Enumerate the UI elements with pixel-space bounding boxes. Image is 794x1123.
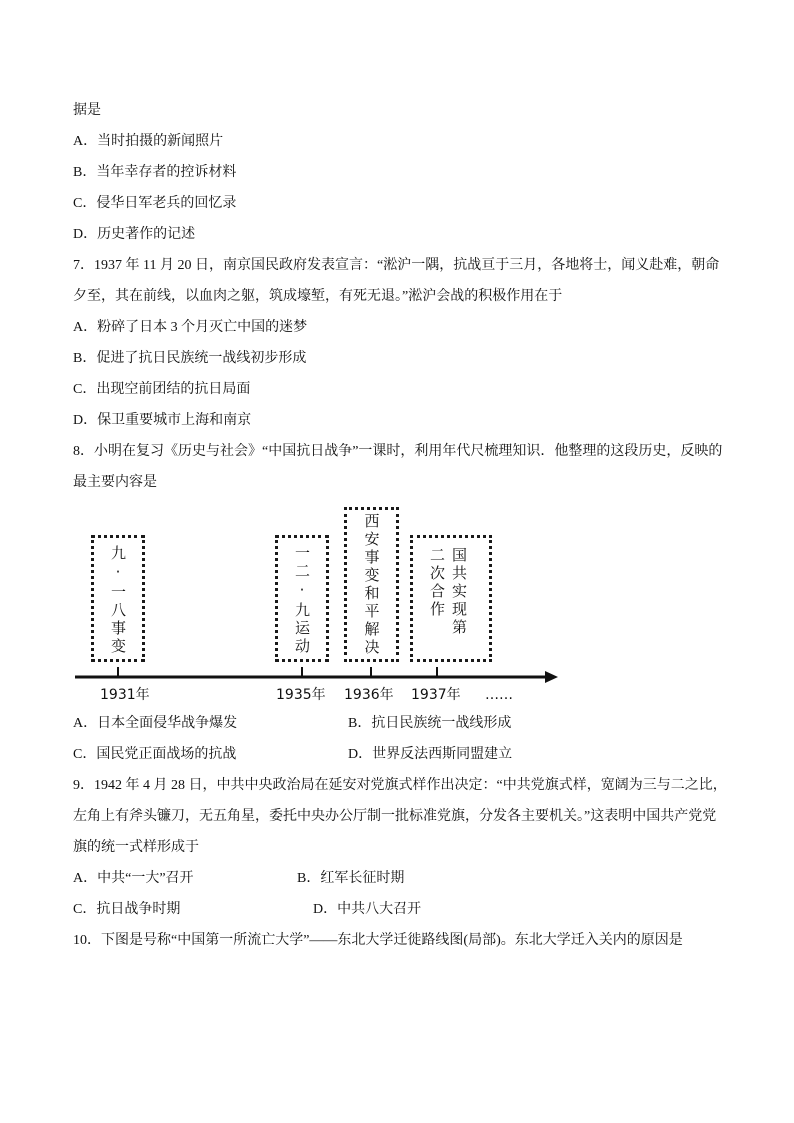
- timeline-event-box: [344, 507, 399, 662]
- option-a: A．日本全面侵华战争爆发: [73, 716, 238, 731]
- timeline-event-label: 九·一八事变: [109, 545, 127, 656]
- option-row: [73, 894, 733, 925]
- question-stem-line: 据是: [73, 103, 101, 118]
- timeline-event-box: [275, 535, 329, 662]
- option-d: D．历史著作的记述: [73, 227, 196, 242]
- timeline-year-label: 1937年: [411, 687, 461, 703]
- option-c: C．国民党正面战场的抗战: [73, 747, 237, 762]
- question-6: [73, 95, 733, 250]
- question-stem-line: 8．小明在复习《历史与社会》“中国抗日战争”一课时，利用年代尺梳理知识．他整理的这段历史，反映的: [73, 444, 723, 459]
- timeline-continuation-ellipsis: ……: [485, 687, 513, 703]
- timeline-year-label: 1931年: [100, 687, 150, 703]
- question-stem-line: 旗的统一式样形成于: [73, 840, 199, 855]
- option-row: [73, 863, 733, 894]
- timeline-year-label: 1936年: [344, 687, 394, 703]
- timeline-event-label: 二次合作: [428, 547, 446, 619]
- question-7: [73, 250, 733, 436]
- option-c: C．出现空前团结的抗日局面: [73, 382, 251, 397]
- timeline-event-label: 西安事变和平解决: [362, 513, 381, 657]
- question-stem-line: 最主要内容是: [73, 475, 157, 490]
- question-9: [73, 770, 733, 925]
- option-d: D．保卫重要城市上海和南京: [73, 413, 252, 428]
- question-stem-line: 7．1937 年 11 月 20 日，南京国民政府发表宣言：“淞沪一隅，抗战亘于三月，各地将士，闻义赴难，朝命: [73, 258, 720, 273]
- page-content: [73, 95, 733, 956]
- option-d: D．世界反法西斯同盟建立: [348, 747, 513, 762]
- option-row: [73, 739, 733, 770]
- option-c: C．抗日战争时期: [73, 902, 181, 917]
- timeline-year-label: 1935年: [276, 687, 326, 703]
- option-b: B．当年幸存者的控诉材料: [73, 165, 237, 180]
- timeline-event-label: 一二·九运动: [293, 545, 311, 656]
- option-a: A．当时拍摄的新闻照片: [73, 134, 224, 149]
- question-stem-line: 9．1942 年 4 月 28 日，中共中央政治局在延安对党旗式样作出决定：“中共党旗式样，宽阔为三与二之比，: [73, 778, 727, 793]
- question-10: [73, 925, 733, 956]
- option-a: A．粉碎了日本 3 个月灭亡中国的迷梦: [73, 320, 308, 335]
- question-8: [73, 436, 733, 770]
- option-c: C．侵华日军老兵的回忆录: [73, 196, 237, 211]
- option-b: B．红军长征时期: [297, 871, 405, 886]
- timeline-figure: [0, 498, 600, 708]
- question-stem-line: 10．下图是号称“中国第一所流亡大学”——东北大学迁徙路线图(局部)。东北大学迁入关内的原因是: [73, 933, 683, 948]
- option-b: B．抗日民族统一战线形成: [348, 716, 512, 731]
- option-d: D．中共八大召开: [313, 902, 422, 917]
- timeline-event-label: 国共实现第: [450, 547, 468, 637]
- timeline-event-box: [91, 535, 145, 662]
- timeline-arrow-head: [545, 671, 558, 683]
- option-row: [73, 708, 733, 739]
- timeline-event-box: [410, 535, 492, 662]
- question-stem-line: 夕至，其在前线，以血肉之躯，筑成壕堑，有死无退。”淞沪会战的积极作用在于: [73, 289, 563, 304]
- option-b: B．促进了抗日民族统一战线初步形成: [73, 351, 307, 366]
- option-a: A．中共“一大”召开: [73, 871, 194, 886]
- question-stem-line: 左角上有斧头镰刀，无五角星，委托中央办公厅制一批标准党旗，分发各主要机关。”这表明中国共产党党: [73, 809, 717, 824]
